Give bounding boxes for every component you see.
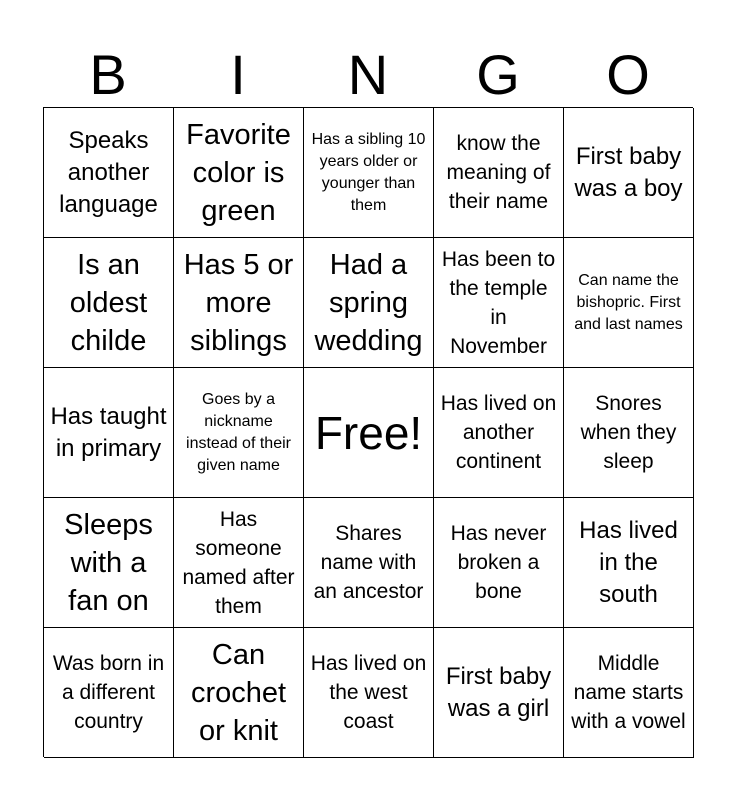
bingo-cell[interactable]	[174, 368, 304, 498]
cell-text: Has been to the temple in November	[441, 247, 556, 358]
cell-text: Shares name with an ancestor	[313, 522, 424, 603]
bingo-cell[interactable]	[174, 498, 304, 628]
cell-text: Middle name starts with a vowel	[571, 652, 686, 733]
cell-text: Has lived in the south	[579, 516, 678, 608]
bingo-cell[interactable]	[44, 108, 174, 238]
bingo-cell[interactable]	[44, 628, 174, 758]
bingo-cell[interactable]	[564, 628, 694, 758]
cell-text: Was born in a different country	[52, 652, 165, 733]
cell-text: know the meaning of their name	[446, 132, 551, 213]
bingo-cell[interactable]	[174, 628, 304, 758]
cell-text: Favorite color is green	[186, 118, 291, 227]
bingo-cell[interactable]	[304, 108, 434, 238]
cell-text: Has never broken a bone	[450, 522, 547, 603]
cell-text: Had a spring wedding	[314, 248, 423, 357]
header-letter-b: B	[89, 43, 127, 106]
bingo-cell[interactable]	[434, 368, 564, 498]
cell-text: Has a sibling 10 years older or younger than them	[311, 130, 426, 214]
cell-text: Speaks another language	[59, 126, 158, 218]
free-space-cell[interactable]	[304, 368, 434, 498]
bingo-cell[interactable]	[564, 368, 694, 498]
cell-text: Can name the bishopric. First and last names	[574, 271, 683, 333]
cell-text: Has taught in primary	[50, 402, 167, 462]
bingo-cell[interactable]	[44, 368, 174, 498]
bingo-cell[interactable]	[304, 238, 434, 368]
bingo-cell[interactable]	[564, 108, 694, 238]
cell-text: Goes by a nickname instead of their given name	[186, 390, 291, 474]
header-letter-i: I	[230, 43, 246, 106]
cell-text: First baby was a girl	[445, 662, 552, 722]
bingo-cell[interactable]	[564, 498, 694, 628]
header-letter-o: O	[606, 43, 650, 106]
bingo-cell[interactable]	[434, 628, 564, 758]
bingo-cell[interactable]	[304, 628, 434, 758]
cell-text: Is an oldest childe	[69, 248, 148, 357]
free-space-text: Free!	[314, 406, 423, 459]
cell-text: Has someone named after them	[182, 507, 295, 618]
bingo-cell[interactable]	[434, 238, 564, 368]
cell-text: Can crochet or knit	[190, 638, 287, 747]
bingo-cell[interactable]	[434, 108, 564, 238]
cell-text: Has lived on another continent	[440, 392, 557, 473]
bingo-grid	[43, 107, 693, 757]
bingo-cell[interactable]	[174, 238, 304, 368]
cell-text: Snores when they sleep	[580, 392, 677, 473]
bingo-cell[interactable]	[304, 498, 434, 628]
bingo-cell[interactable]	[434, 498, 564, 628]
bingo-cell[interactable]	[44, 238, 174, 368]
bingo-cell[interactable]	[174, 108, 304, 238]
bingo-cell[interactable]	[564, 238, 694, 368]
cell-text: Sleeps with a fan on	[64, 508, 153, 617]
cell-text: Has lived on the west coast	[310, 652, 427, 733]
header-letter-n: N	[347, 43, 389, 106]
bingo-cell[interactable]	[44, 498, 174, 628]
bingo-header	[43, 44, 693, 106]
cell-text: Has 5 or more siblings	[183, 248, 294, 357]
cell-text: First baby was a boy	[574, 142, 683, 202]
header-letter-g: G	[476, 43, 520, 106]
